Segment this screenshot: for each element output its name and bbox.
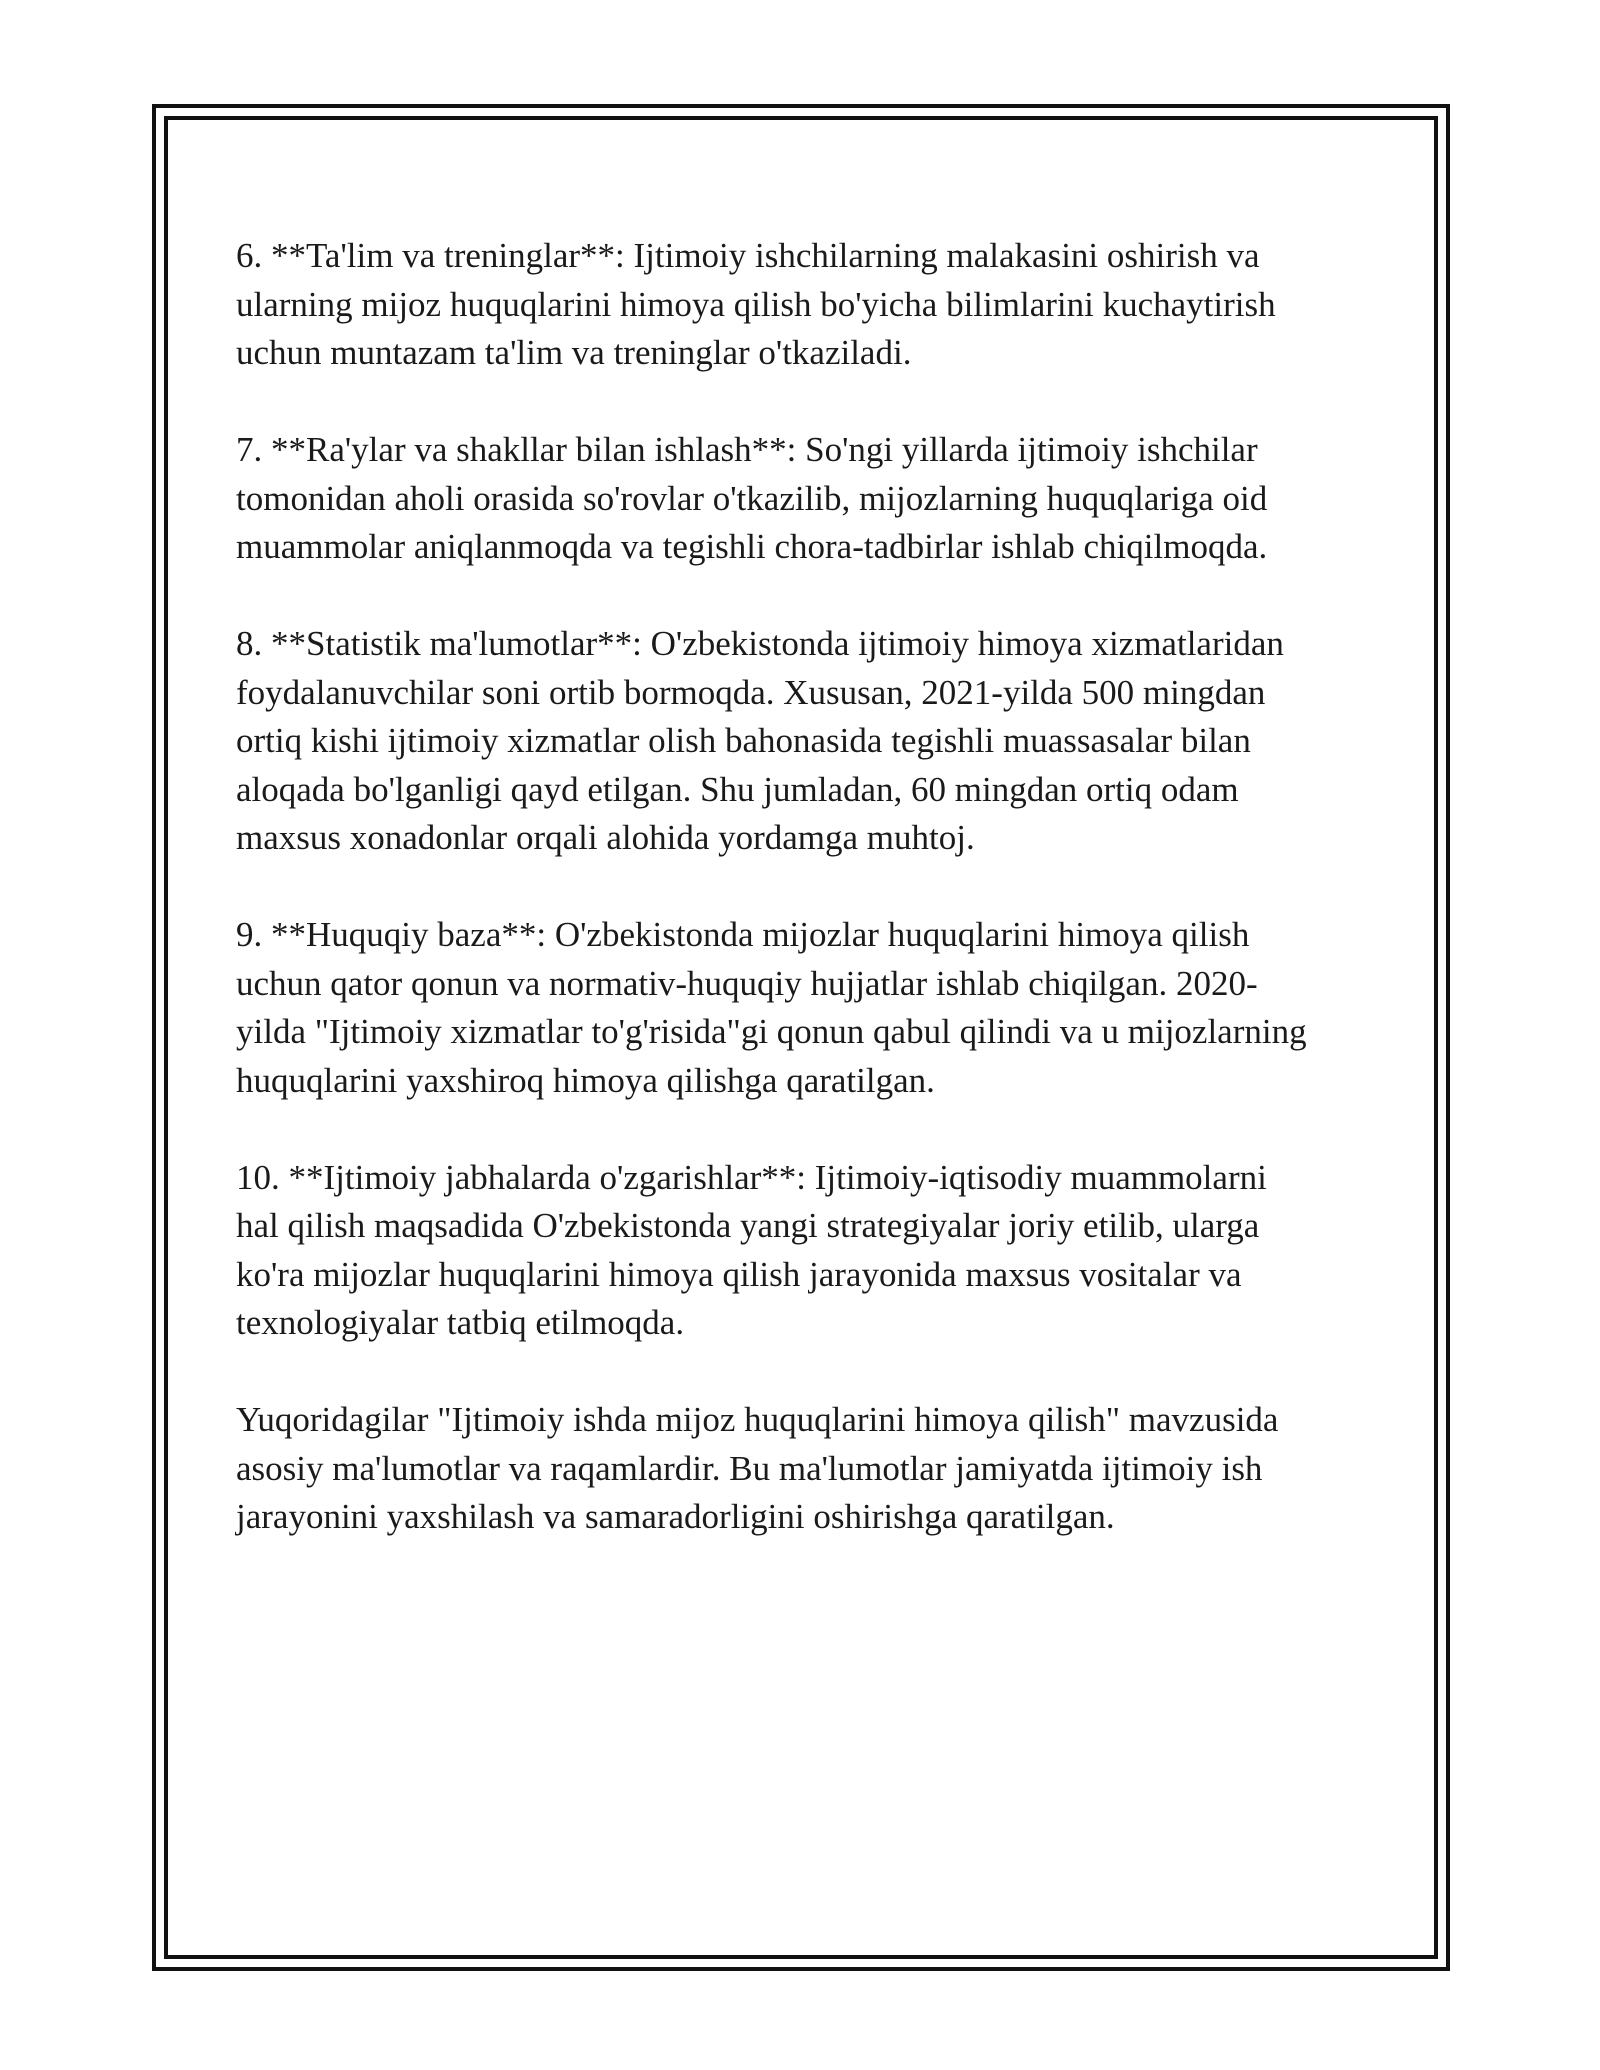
paragraph-item-6 — [236, 232, 1366, 378]
text-line: huquqlarini yaxshiroq himoya qilishga qaratilgan. — [236, 1060, 935, 1100]
text-line: 8. **Statistik ma'lumotlar**: O'zbekistonda ijtimoiy himoya xizmatlaridan — [236, 624, 1284, 663]
text-line: aloqada bo'lganligi qayd etilgan. Shu jumladan, 60 mingdan ortiq odam — [236, 769, 1239, 809]
text-line: tomonidan aholi orasida so'rovlar o'tkazilib, mijozlarning huquqlariga oid — [236, 478, 1268, 518]
text-line: ularning mijoz huquqlarini himoya qilish bo'yicha bilimlarini kuchaytirish — [236, 284, 1276, 324]
text-line: ortiq kishi ijtimoiy xizmatlar olish bahonasida tegishli muassasalar bilan — [236, 721, 1251, 760]
text-line: uchun qator qonun va normativ-huquqiy hujjatlar ishlab chiqilgan. 2020- — [236, 963, 1258, 1003]
paragraph-item-8 — [236, 620, 1366, 863]
text-line: texnologiyalar tatbiq etilmoqda. — [236, 1303, 685, 1342]
text-line: 7. **Ra'ylar va shakllar bilan ishlash**: So'ngi yillarda ijtimoiy ishchilar — [236, 430, 1258, 469]
text-line: maxsus xonadonlar orqali alohida yordamga muhtoj. — [236, 818, 975, 857]
text-line: jarayonini yaxshilash va samaradorligini oshirishga qaratilgan. — [236, 1497, 1115, 1536]
text-line: yilda "Ijtimoiy xizmatlar to'g'risida"gi qonun qabul qilindi va u mijozlarning — [236, 1012, 1307, 1051]
text-line: Yuqoridagilar "Ijtimoiy ishda mijoz huquqlarini himoya qilish" mavzusida — [236, 1400, 1279, 1439]
paragraph-item-9 — [236, 911, 1366, 1105]
paragraph-item-7 — [236, 426, 1366, 572]
text-line: ko'ra mijozlar huquqlarini himoya qilish jarayonida maxsus vositalar va — [236, 1254, 1242, 1294]
text-line: 6. **Ta'lim va treninglar**: Ijtimoiy ishchilarning malakasini oshirish va — [236, 236, 1260, 275]
text-line: asosiy ma'lumotlar va raqamlardir. Bu ma'lumotlar jamiyatda ijtimoiy ish — [236, 1448, 1263, 1488]
text-line: 9. **Huquqiy baza**: O'zbekistonda mijozlar huquqlarini himoya qilish — [236, 915, 1250, 954]
text-line: hal qilish maqsadida O'zbekistonda yangi strategiyalar joriy etilib, ularga — [236, 1206, 1260, 1245]
text-line: uchun muntazam ta'lim va treninglar o'tkaziladi. — [236, 333, 912, 372]
text-line: muammolar aniqlanmoqda va tegishli chora-tadbirlar ishlab chiqilmoqda. — [236, 527, 1268, 566]
paragraph-item-10 — [236, 1154, 1366, 1348]
document-body — [236, 232, 1366, 1542]
text-line: foydalanuvchilar soni ortib bormoqda. Xususan, 2021-yilda 500 mingdan — [236, 672, 1266, 712]
text-line: 10. **Ijtimoiy jabhalarda o'zgarishlar**: Ijtimoiy-iqtisodiy muammolarni — [236, 1157, 1267, 1197]
paragraph-conclusion — [236, 1396, 1366, 1542]
